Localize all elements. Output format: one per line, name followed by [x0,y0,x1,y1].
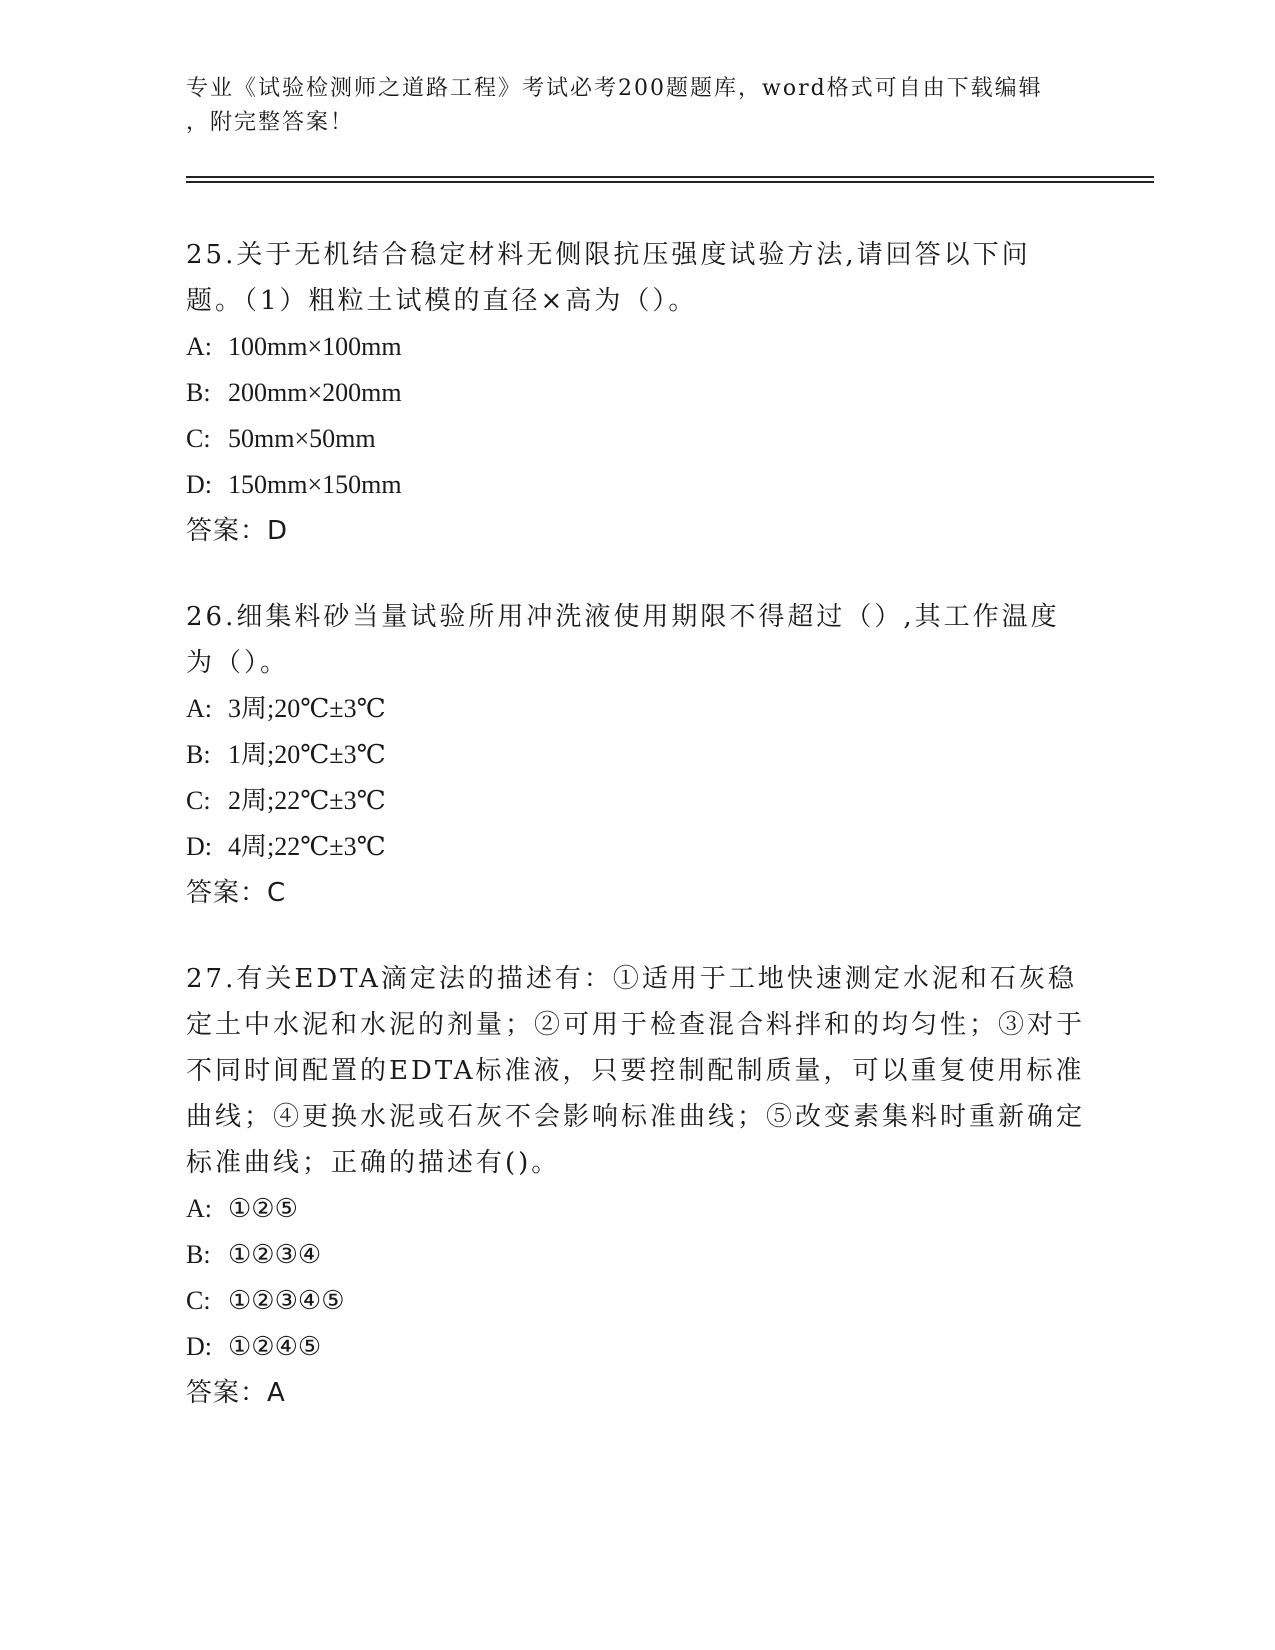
question-text: 25.关于无机结合稳定材料无侧限抗压强度试验方法,请回答以下问题。（1）粗粒土试模的直径×高为（）。 [186,240,1031,316]
option-value: 4周;22℃±3℃ [228,832,386,861]
option-label: C: [186,424,211,453]
option-b [186,370,1086,416]
option-value: ①②⑤ [228,1194,298,1223]
question-27 [186,956,1086,1416]
header-title-line1: 专业《试验检测师之道路工程》考试必考200题题库，word格式可自由下载编辑 [186,76,1043,101]
question-text: 27.有关EDTA滴定法的描述有：①适用于工地快速测定水泥和石灰稳定土中水泥和水泥的剂量；②可用于检查混合料拌和的均匀性；③对于不同时间配置的EDTA标准液，只要控制配制质量，可以重复使用标准曲线；④更换水泥或石灰不会影响标准曲线；⑤改变素集料时重新确定标准曲线；正确的描述有()。 [186,964,1086,1178]
question-25 [186,232,1086,554]
option-c [186,416,1086,462]
option-value: ①②④⑤ [228,1332,322,1361]
option-value: 100mm×100mm [228,332,402,361]
option-c [186,778,1086,824]
header-divider-bottom [186,181,1154,183]
option-value: ①②③④⑤ [228,1286,345,1315]
option-value: 50mm×50mm [228,424,376,453]
option-label: A: [186,332,212,361]
option-label: B: [186,740,211,769]
option-a [186,686,1086,732]
option-label: A: [186,1194,212,1223]
answer: 答案：C [186,878,287,908]
option-value: 200mm×200mm [228,378,402,407]
option-b [186,1232,1086,1278]
option-d [186,1324,1086,1370]
header-title-line2: ，附完整答案！ [186,110,355,135]
option-value: 1周;20℃±3℃ [228,740,386,769]
option-a [186,324,1086,370]
option-label: C: [186,786,211,815]
option-value: 150mm×150mm [228,470,402,499]
option-label: B: [186,378,211,407]
option-d [186,824,1086,870]
option-c [186,1278,1086,1324]
option-label: D: [186,1332,212,1361]
question-text: 26.细集料砂当量试验所用冲洗液使用期限不得超过（）,其工作温度为（）。 [186,602,1060,678]
option-a [186,1186,1086,1232]
option-label: C: [186,1286,211,1315]
option-label: D: [186,470,212,499]
option-value: 3周;20℃±3℃ [228,694,386,723]
option-label: A: [186,694,212,723]
question-26 [186,594,1086,916]
option-d [186,462,1086,508]
answer: 答案：A [186,1378,286,1408]
option-b [186,732,1086,778]
question-list [186,232,1086,1456]
header-divider-top [186,176,1154,178]
option-label: D: [186,832,212,861]
option-label: B: [186,1240,211,1269]
page-header [186,72,1066,140]
answer: 答案：D [186,516,289,546]
option-value: 2周;22℃±3℃ [228,786,386,815]
option-value: ①②③④ [228,1240,322,1269]
